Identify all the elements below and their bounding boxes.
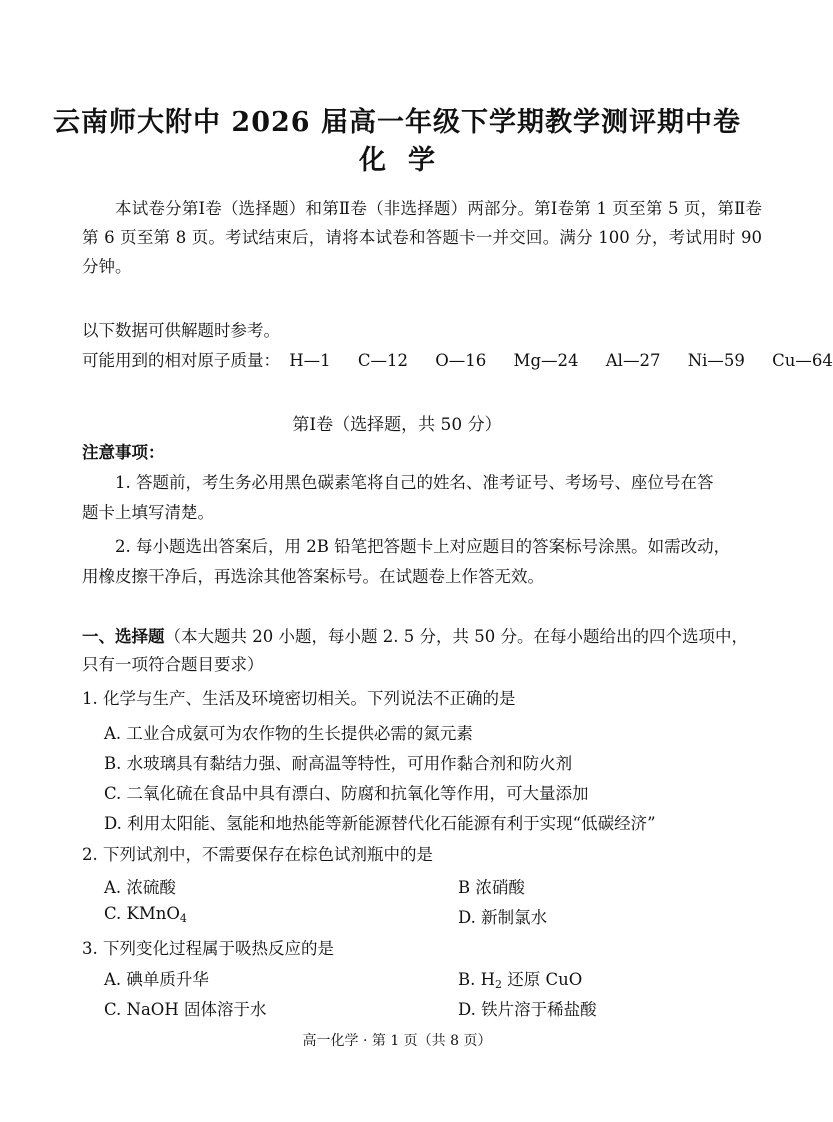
subject-title: 化学 <box>359 145 457 176</box>
q2-option-c-subscript: 4 <box>179 912 187 925</box>
atomic-mass-line <box>82 346 833 375</box>
q1-option-a: A. 工业合成氨可为农作物的生长提供必需的氮元素 <box>104 724 473 743</box>
mass-item: Mg—24 <box>513 351 579 370</box>
q1-option-c: C. 二氧化硫在食品中具有漂白、防腐和抗氧化等作用，可大量添加 <box>104 784 589 803</box>
notes-title: 注意事项： <box>82 443 165 462</box>
part1-desc-cont: 只有一项符合题目要求） <box>82 655 264 674</box>
q2-option-c-text: C. KMnO <box>104 904 180 923</box>
q3-stem: 3. 下列变化过程属于吸热反应的是 <box>82 939 334 958</box>
q3-option-d: D. 铁片溶于稀盐酸 <box>458 1000 597 1019</box>
intro-paragraph: 本试卷分第Ⅰ卷（选择题）和第Ⅱ卷（非选择题）两部分。第Ⅰ卷第 1 页至第 5 页，第Ⅱ卷第 6 页至第 8 页。考试结束后，请将本试卷和答题卡一并交回。满分 100 分，考试用时 90 分钟。 <box>82 199 762 276</box>
q3-option-b <box>458 966 582 991</box>
reference-line: 以下数据可供解题时参考。 <box>82 321 280 340</box>
exam-title: 云南师大附中 2026 届高一年级下学期教学测评期中卷 <box>53 107 741 138</box>
q2-option-d: D. 新制氯水 <box>458 908 548 927</box>
q1-option-d: D. 利用太阳能、氢能和地热能等新能源替代化石能源有利于实现“低碳经济” <box>104 814 656 833</box>
q2-stem: 2. 下列试剂中，不需要保存在棕色试剂瓶中的是 <box>82 845 433 864</box>
part1-header <box>82 622 748 651</box>
page-footer: 高一化学 · 第 1 页（共 8 页） <box>302 1033 492 1049</box>
part1-desc: （本大题共 20 小题，每小题 2. 5 分，共 50 分。在每小题给出的四个选项中， <box>164 627 748 646</box>
q3-option-b-text: B. H <box>458 970 496 989</box>
note-1a: 1. 答题前，考生务必用黑色碳素笔将自己的姓名、准考证号、考场号、座位号在答 <box>115 473 714 492</box>
note-2a: 2. 每小题选出答案后，用 2B 铅笔把答题卡上对应题目的答案标号涂黑。如需改动， <box>115 537 731 556</box>
q3-option-b-rest: 还原 CuO <box>502 970 583 989</box>
section-heading: 第Ⅰ卷（选择题，共 50 分） <box>292 415 502 435</box>
q2-option-a: A. 浓硫酸 <box>104 878 176 897</box>
atomic-mass-label: 可能用到的相对原子质量： <box>82 351 280 370</box>
mass-item: Ni—59 <box>687 351 745 370</box>
q2-option-c <box>104 904 187 925</box>
q1-option-b: B. 水玻璃具有黏结力强、耐高温等特性，可用作黏合剂和防火剂 <box>104 754 573 773</box>
mass-item: C—12 <box>357 351 409 370</box>
q3-option-a: A. 碘单质升华 <box>104 970 209 989</box>
q3-option-b-subscript: 2 <box>495 978 503 991</box>
q3-option-c: C. NaOH 固体溶于水 <box>104 1000 267 1019</box>
q2-option-b: B 浓硝酸 <box>458 878 525 897</box>
mass-item: H—1 <box>289 351 331 370</box>
mass-item: Cu—64 <box>772 351 833 370</box>
part1-title: 一、选择题 <box>82 627 165 646</box>
note-1b: 题卡上填写清楚。 <box>82 503 214 522</box>
q1-stem: 1. 化学与生产、生活及环境密切相关。下列说法不正确的是 <box>82 689 516 708</box>
mass-item: O—16 <box>435 351 487 370</box>
note-2b: 用橡皮擦干净后，再选涂其他答案标号。在试题卷上作答无效。 <box>82 567 544 586</box>
mass-item: Al—27 <box>605 351 661 370</box>
